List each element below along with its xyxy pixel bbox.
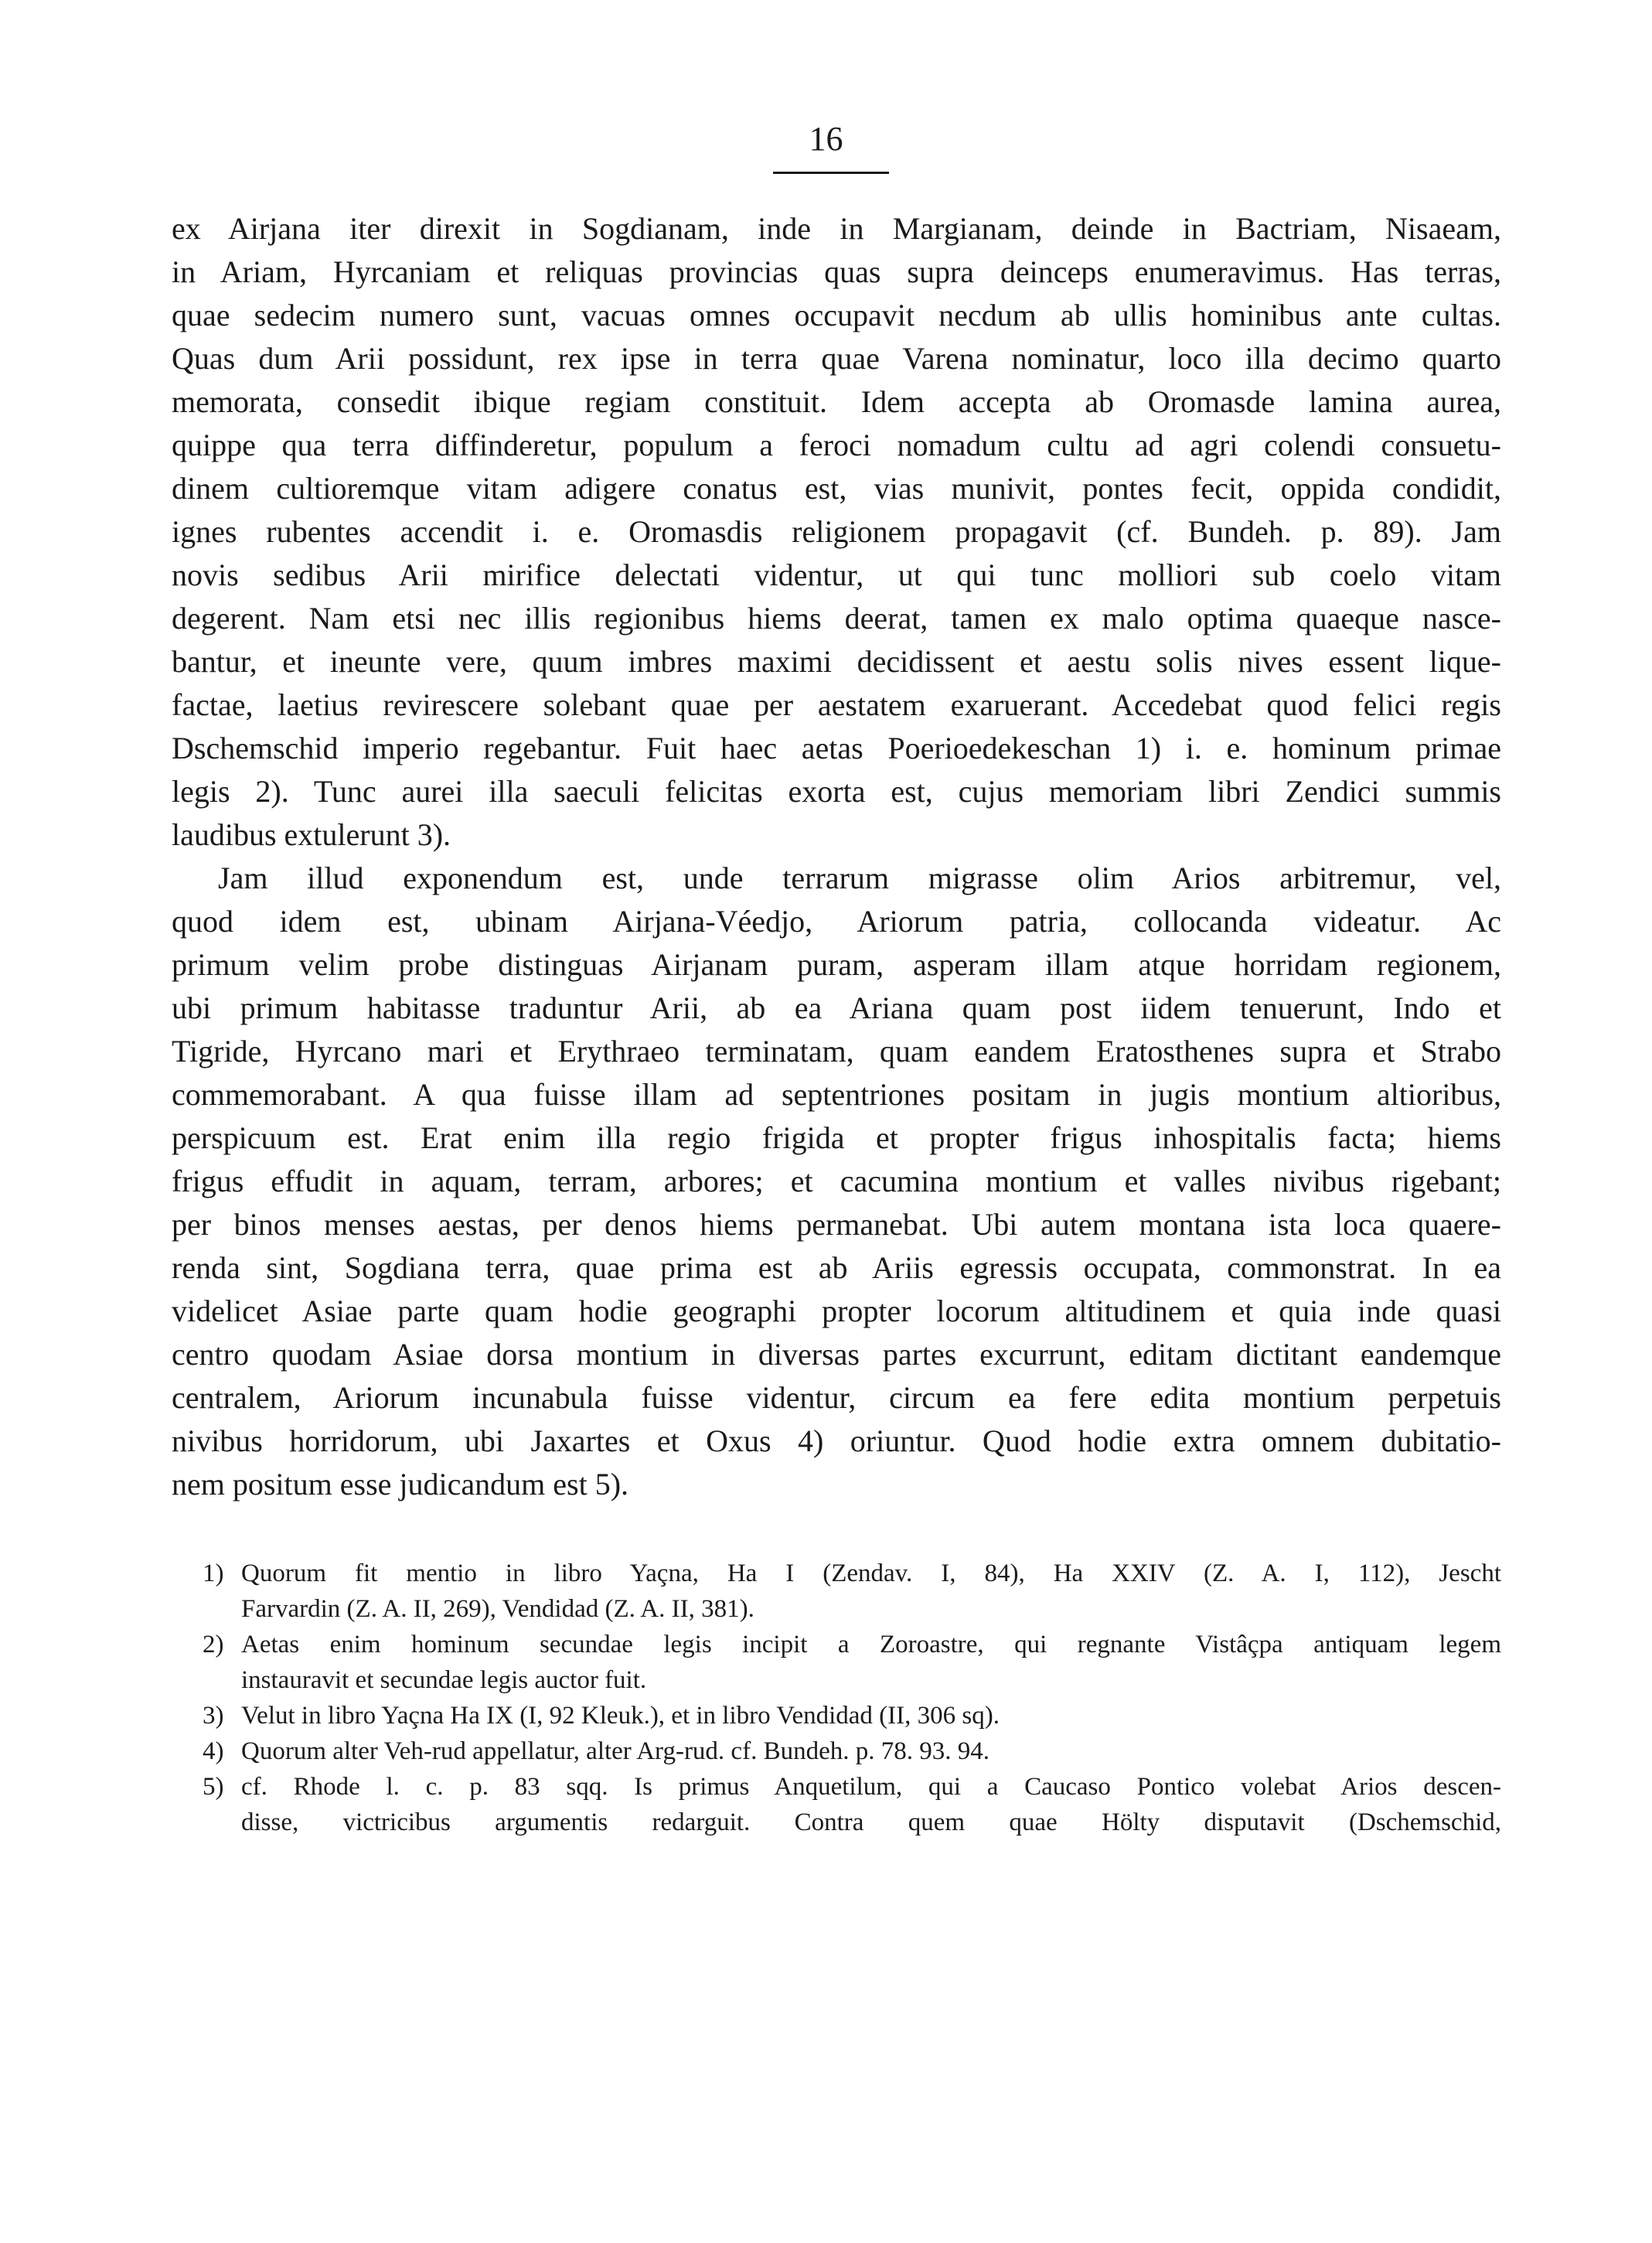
body-line: factae, laetius revirescere solebant quae per aestatem exaruerant. Accedebat quod felici regis (172, 687, 1501, 722)
body-line: quae sedecim numero sunt, vacuas omnes occupavit necdum ab ullis hominibus ante cultas. (172, 298, 1501, 332)
footnote-1-continuation: Farvardin (Z. A. II, 269), Vendidad (Z. A. II, 381). (241, 1595, 754, 1623)
body-line: Quas dum Arii possidunt, rex ipse in terra quae Varena nominatur, loco illa decimo quarto (172, 341, 1501, 376)
body-line: degerent. Nam etsi nec illis regionibus hiems deerat, tamen ex malo optima quaeque nasce- (172, 601, 1501, 636)
footnote-text: Quorum fit mentio in libro Yaçna, Ha I (Zendav. I, 84), Ha XXIV (Z. A. I, 112), Jescht (241, 1560, 1501, 1587)
body-line: per binos menses aestas, per denos hiems permanebat. Ubi autem montana ista loca quaere- (172, 1207, 1501, 1242)
footnotes (203, 1556, 1501, 1840)
body-line: dinem cultioremque vitam adigere conatus est, vias munivit, pontes fecit, oppida condidit, (172, 471, 1501, 506)
body-line: bantur, et ineunte vere, quum imbres maximi decidissent et aestu solis nives essent lique- (172, 644, 1501, 679)
footnote-marker: 4) (203, 1737, 224, 1765)
body-line: centro quodam Asiae dorsa montium in diversas partes excurrunt, editam dictitant eandemque (172, 1337, 1501, 1372)
body-line: nivibus horridorum, ubi Jaxartes et Oxus 4) oriuntur. Quod hodie extra omnem dubitatio- (172, 1423, 1501, 1458)
body-text (172, 207, 1501, 1506)
page-number-rule (773, 172, 889, 174)
body-line: centralem, Ariorum incunabula fuisse videntur, circum ea fere edita montium perpetuis (172, 1380, 1501, 1415)
body-line: legis 2). Tunc aurei illa saeculi felicitas exorta est, cujus memoriam libri Zendici summis (172, 774, 1501, 809)
page-number: 16 (809, 120, 843, 158)
footnote-5-continuation: disse, victricibus argumentis redarguit. Contra quem quae Hölty disputavit (Dschemschid, (241, 1808, 1501, 1836)
body-line: commemorabant. A qua fuisse illam ad septentriones positam in jugis montium altioribus, (172, 1077, 1501, 1112)
body-line: frigus effudit in aquam, terram, arbores; et cacumina montium et valles nivibus rigebant; (172, 1164, 1501, 1198)
body-line: in Ariam, Hyrcaniam et reliquas provincias quas supra deinceps enumeravimus. Has terras, (172, 254, 1501, 289)
footnote-text: Aetas enim hominum secundae legis incipit a Zoroastre, qui regnante Vistâçpa antiquam legem (241, 1631, 1501, 1658)
body-line: ignes rubentes accendit i. e. Oromasdis religionem propagavit (cf. Bundeh. p. 89). Jam (172, 514, 1501, 549)
body-line-paragraph-start: Jam illud exponendum est, unde terrarum migrasse olim Arios arbitremur, vel, (218, 861, 1501, 895)
body-line: videlicet Asiae parte quam hodie geographi propter locorum altitudinem et quia inde quasi (172, 1294, 1501, 1328)
body-line: Dschemschid imperio regebantur. Fuit haec aetas Poerioedekeschan 1) i. e. hominum primae (172, 731, 1501, 765)
footnote-text: cf. Rhode l. c. p. 83 sqq. Is primus Anquetilum, qui a Caucaso Pontico volebat Arios descen- (241, 1773, 1501, 1801)
footnote-2-continuation: instauravit et secundae legis auctor fuit. (241, 1666, 647, 1694)
footnote-marker: 2) (203, 1631, 224, 1658)
body-line: ubi primum habitasse traduntur Arii, ab ea Ariana quam post iidem tenuerunt, Indo et (172, 990, 1501, 1025)
footnote-marker: 3) (203, 1702, 224, 1730)
body-line-paragraph-end: laudibus extulerunt 3). (172, 817, 451, 852)
body-line-paragraph-end: nem positum esse judicandum est 5). (172, 1467, 629, 1502)
footnote-marker: 1) (203, 1560, 224, 1587)
body-line: quippe qua terra diffinderetur, populum a feroci nomadum cultu ad agri colendi consuetu- (172, 428, 1501, 462)
body-line: ex Airjana iter direxit in Sogdianam, inde in Margianam, deinde in Bactriam, Nisaeam, (172, 211, 1501, 246)
footnote-marker: 5) (203, 1773, 224, 1801)
footnote-3 (203, 1698, 1501, 1733)
footnote-1 (203, 1556, 1501, 1591)
footnote-2 (203, 1627, 1501, 1662)
footnote-5 (203, 1769, 1501, 1805)
body-line: primum velim probe distinguas Airjanam puram, asperam illam atque horridam regionem, (172, 947, 1501, 982)
footnote-4 (203, 1733, 1501, 1769)
body-line: novis sedibus Arii mirifice delectati videntur, ut qui tunc molliori sub coelo vitam (172, 557, 1501, 592)
body-line: Tigride, Hyrcano mari et Erythraeo terminatam, quam eandem Eratosthenes supra et Strabo (172, 1034, 1501, 1069)
body-line: quod idem est, ubinam Airjana-Véedjo, Ariorum patria, collocanda videatur. Ac (172, 904, 1501, 939)
body-line: memorata, consedit ibique regiam constituit. Idem accepta ab Oromasde lamina aurea, (172, 384, 1501, 419)
body-line: perspicuum est. Erat enim illa regio frigida et propter frigus inhospitalis facta; hiems (172, 1120, 1501, 1155)
footnote-text: Velut in libro Yaçna Ha IX (I, 92 Kleuk.), et in libro Vendidad (II, 306 sq). (241, 1702, 1000, 1730)
body-line: renda sint, Sogdiana terra, quae prima est ab Ariis egressis occupata, commonstrat. In ea (172, 1250, 1501, 1285)
footnote-text: Quorum alter Veh-rud appellatur, alter Arg-rud. cf. Bundeh. p. 78. 93. 94. (241, 1737, 989, 1765)
